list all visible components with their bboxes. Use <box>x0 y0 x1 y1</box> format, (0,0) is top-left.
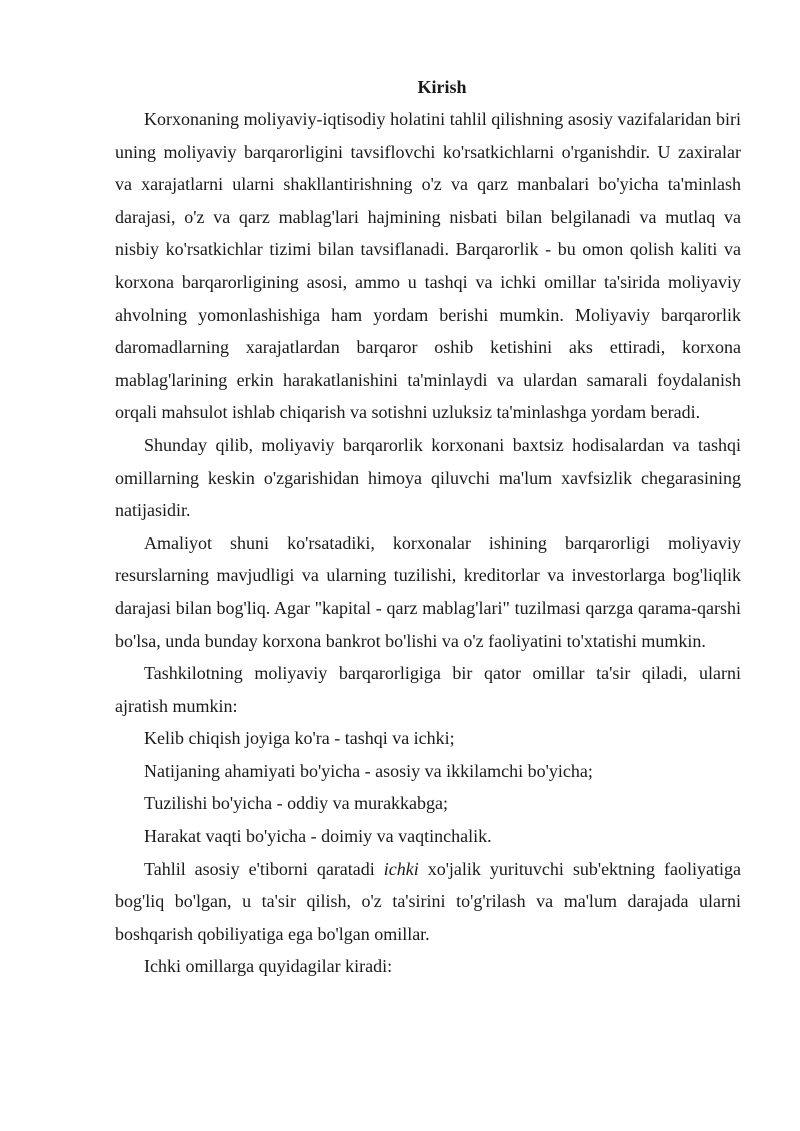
list-item: Kelib chiqish joyiga ko'ra - tashqi va ichki; <box>144 728 455 749</box>
analysis-emphasis: ichki <box>383 858 419 879</box>
paragraph-analysis <box>115 853 741 951</box>
paragraph-conclusion: Shunday qilib, moliyaviy barqarorlik korxonani baxtsiz hodisalardan va tashqi omillarning keskin o'zgarishidan himoya qiluvchi ma'lum xavfsizlik chegarasining natijasidir. <box>115 434 741 521</box>
list-item: Tuzilishi bo'yicha - oddiy va murakkabga; <box>144 793 449 814</box>
list-item: Harakat vaqti bo'yicha - doimiy va vaqtinchalik. <box>144 826 492 847</box>
analysis-text-after: xo'jalik yurituvchi sub'ektning faoliyatiga bog'liq bo'lgan, u ta'sir qilish, o'z ta'sirini to'g'rilash va ma'lum darajada ularni boshqarish qobiliyatiga ega bo'lgan omillar. <box>115 858 741 944</box>
paragraph-practice: Amaliyot shuni ko'rsatadiki, korxonalar ishining barqarorligi moliyaviy resurslarning mavjudligi va ularning tuzilishi, kreditorlar va investorlarga bog'liqlik darajasi bilan bog'liq. Agar "kapital - qarz mablag'lari" tuzilmasi qarzga qarama-qarshi bo'lsa, unda bunday korxona bankrot bo'lishi va o'z faoliyatini to'xtatishi mumkin. <box>115 532 741 651</box>
paragraph-internal-factors: Ichki omillarga quyidagilar kiradi: <box>144 956 393 977</box>
page-title: Kirish <box>417 77 467 97</box>
analysis-text-before: Tahlil asosiy e'tiborni qaratadi <box>144 858 384 879</box>
paragraph-intro: Korxonaning moliyaviy-iqtisodiy holatini tahlil qilishning asosiy vazifalaridan biri uning moliyaviy barqarorligini tavsiflovchi ko'rsatkichlarni o'rganishdir. U zaxiralar va xarajatlarni ularni shakllantirishning o'z va qarz manbalari bo'yicha ta'minlash darajasi, o'z va qarz mablag'lari hajmining nisbati bilan belgilanadi va mutlaq va nisbiy ko'rsatkichlar tizimi bilan tavsiflanadi. Barqarorlik - bu omon qolish kaliti va korxona barqarorligining asosi, ammo u tashqi va ichki omillar ta'sirida moliyaviy ahvolning yomonlashishiga ham yordam berishi mumkin. Moliyaviy barqarorlik daromadlarning xarajatlardan barqaror oshib ketishini aks ettiradi, korxona mablag'larining erkin harakatlanishini ta'minlaydi va ulardan samarali foydalanish orqali mahsulot ishlab chiqarish va sotishni uzluksiz ta'minlashga yordam beradi. <box>115 109 741 423</box>
paragraph-factors-intro: Tashkilotning moliyaviy barqarorligiga bir qator omillar ta'sir qiladi, ularni ajratish mumkin: <box>115 663 741 716</box>
document-body <box>115 103 741 983</box>
list-item: Natijaning ahamiyati bo'yicha - asosiy va ikkilamchi bo'yicha; <box>144 760 593 781</box>
